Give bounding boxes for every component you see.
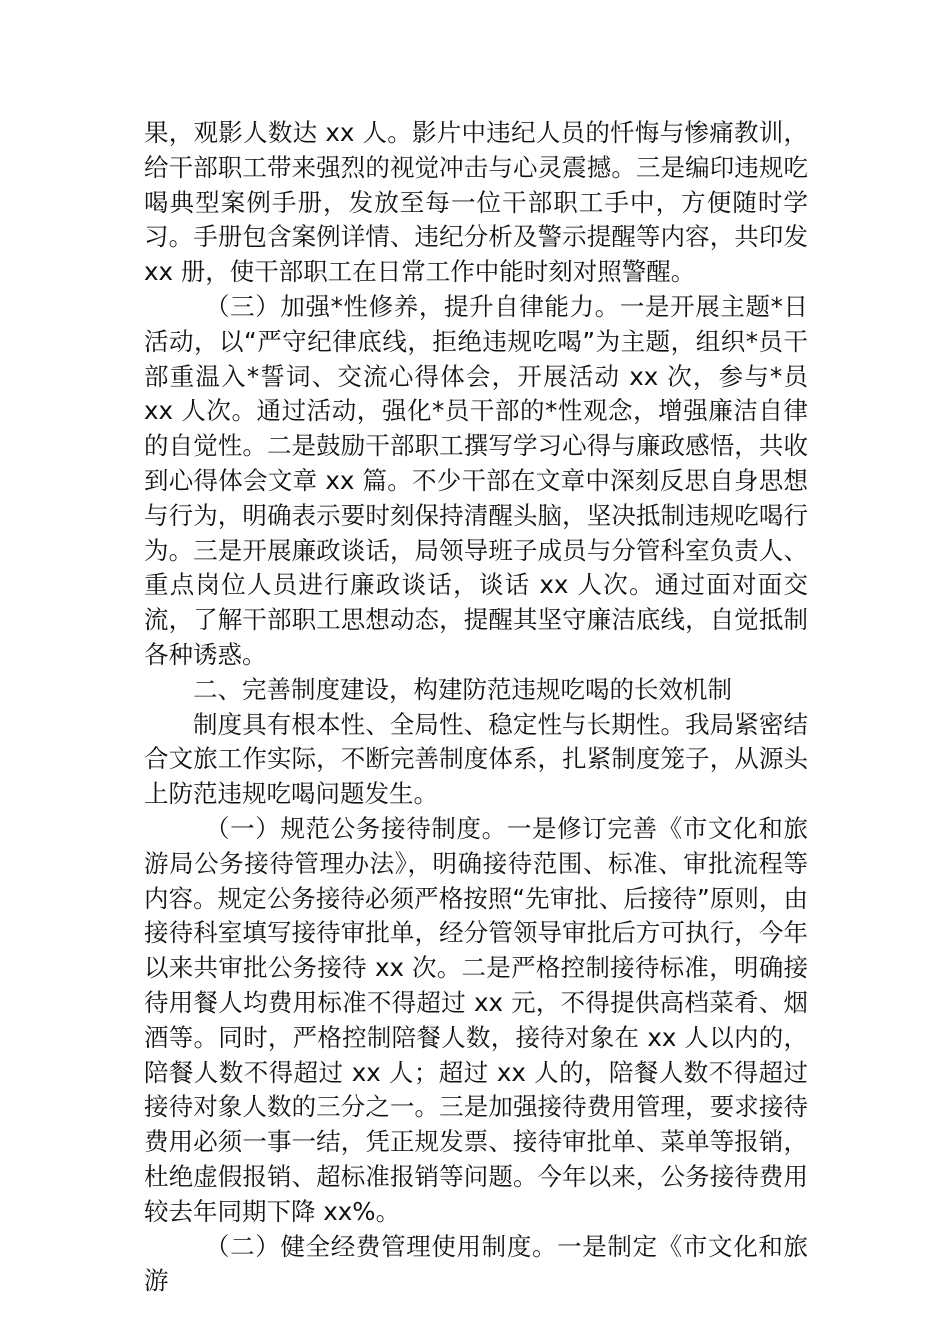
paragraph-subsection-2: （二）健全经费管理使用制度。一是制定《市文化和旅游 (144, 1231, 808, 1296)
paragraph-intro: 制度具有根本性、全局性、稳定性与长期性。我局紧密结合文旅工作实际，不断完善制度体系，扎紧制度笼子，从源头上防范违规吃喝问题发生。 (144, 709, 808, 809)
paragraph-subsection-1: （一）规范公务接待制度。一是修订完善《市文化和旅游局公务接待管理办法》，明确接待范围、标准、审批流程等内容。规定公务接待必须严格按照“先审批、后接待”原则，由接待科室填写接待审批单，经分管领导审批后方可执行，今年以来共审批公务接待 xx 次。二是严格控制接待标准，明确接待用餐人均费用标准不得超过 xx 元，不得提供高档菜肴、烟酒等。同时，严格控制陪餐人数，接待对象在 xx 人以内的，陪餐人数不得超过 xx 人；超过 xx 人的，陪餐人数不得超过接待对象人数的三分之一。三是加强接待费用管理，要求接待费用必须一事一结，凭正规发票、接待审批单、菜单等报销，杜绝虚假报销、超标准报销等问题。今年以来，公务接待费用较去年同期下降 xx%。 (144, 813, 808, 1226)
document-body (144, 116, 808, 1299)
paragraph-section-3: （三）加强*性修养，提升自律能力。一是开展主题*日活动，以“严守纪律底线，拒绝违规吃喝”为主题，组织*员干部重温入*誓词、交流心得体会，开展活动 xx 次，参与*员 xx 人次。通过活动，强化*员干部的*性观念，增强廉洁自律的自觉性。二是鼓励干部职工撰写学习心得与廉政感悟，共收到心得体会文章 xx 篇。不少干部在文章中深刻反思自身思想与行为，明确表示要时刻保持清醒头脑，坚决抵制违规吃喝行为。三是开展廉政谈话，局领导班子成员与分管科室负责人、重点岗位人员进行廉政谈话，谈话 xx 人次。通过面对面交流，了解干部职工思想动态，提醒其坚守廉洁底线，自觉抵制各种诱惑。 (144, 291, 808, 669)
section-heading-2: 二、完善制度建设，构建防范违规吃喝的长效机制 (193, 674, 732, 704)
paragraph-continuation: 果，观影人数达 xx 人。影片中违纪人员的忏悔与惨痛教训，给干部职工带来强烈的视觉冲击与心灵震撼。三是编印违规吃喝典型案例手册，发放至每一位干部职工手中，方便随时学习。手册包含案例详情、违纪分析及警示提醒等内容，共印发 xx 册，使干部职工在日常工作中能时刻对照警醒。 (144, 118, 808, 287)
